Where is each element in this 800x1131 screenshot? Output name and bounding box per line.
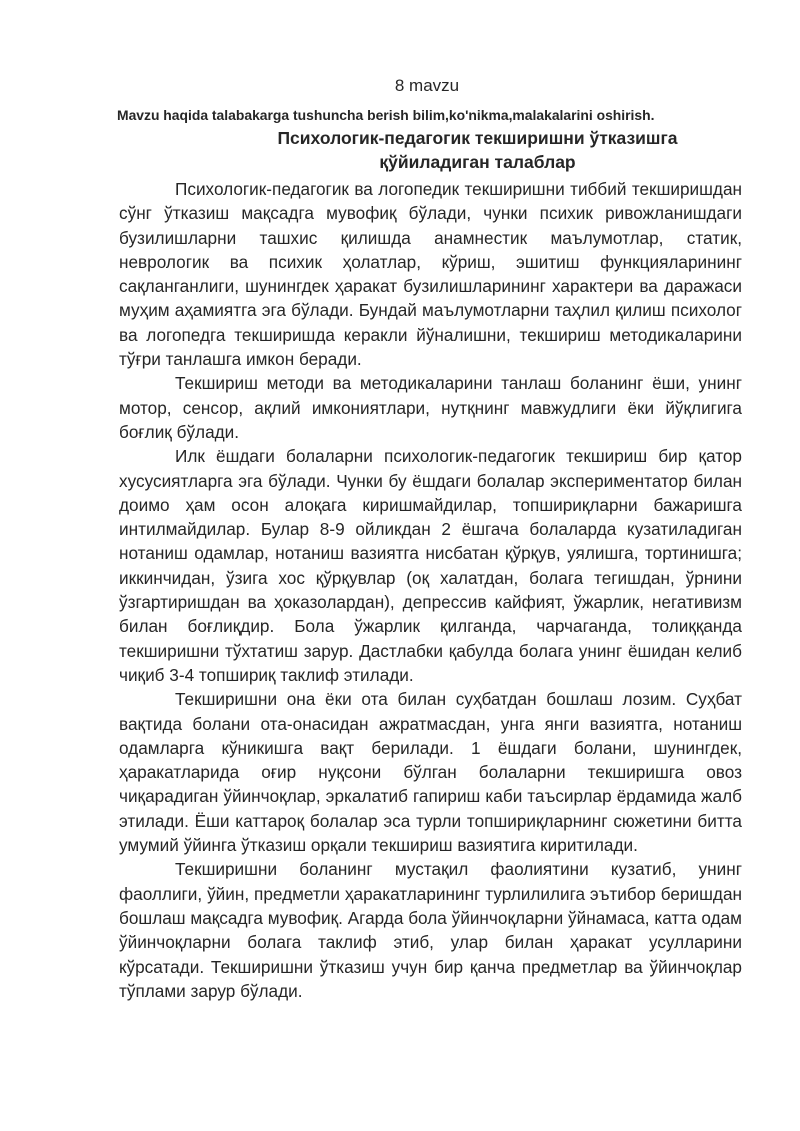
paragraph: Текширишни она ёки ота билан суҳбатдан бошлаш лозим. Суҳбат вақтида болани ота-онасидан ажратмасдан, унга янги вазиятга, нотаниш одамларга кўникишга вақт берилади. 1 ёшдаги болани, шунингдек, ҳаракатларида оғир нуқсони бўлган болаларни текширишга овоз чиқарадиган ўйинчоқлар, эркалатиб гапириш каби таъсирлар ёрдамида жалб этилади. Ёши каттароқ болалар эса турли топшириқларнинг сюжетини битта умумий ўйинга ўтказиш орқали текшириш вазиятига киритилади.	[119, 689, 742, 856]
paragraph: Илк ёшдаги болаларни психологик-педагогик текшириш бир қатор хусусиятларга эга бўлади. Чунки бу ёшдаги болалар экспериментатор билан доимо ҳам осон алоқага киришмайдилар, топшириқларни бажаришга интилмайдилар. Булар 8-9 ойликдан 2 ёшгача болаларда кузатиладиган нотаниш одамлар, нотаниш вазиятга нисбатан қўрқув, уялишга, тортинишга; иккинчидан, ўзига хос қўрқувлар (оқ халатдан, болага тегишдан, ўрнини ўзгартиришдан ва ҳоказолардан), депрессив кайфият, ўжарлик, негативизм билан боғлиқдир. Бола ўжарлик қилганда, чарчаганда, толиққанда текширишни тўхтатиш зарур. Дастлабки қабулда болага унинг ёшидан келиб чиқиб 3-4 топшириқ таклиф этилади.	[119, 446, 742, 685]
topic-subtitle: Mavzu haqida talabakarga tushuncha berish bilim,ko'nikma,malakalarini oshirish.	[117, 107, 655, 123]
section-heading-line-1: Психологик-педагогик текширишни ўтказишга	[277, 128, 678, 148]
paragraph: Психологик-педагогик ва логопедик текширишни тиббий текширишдан сўнг ўтказиш мақсадга мувофиқ бўлади, чунки психик ривожланишдаги бузилишларни ташхис қилишда анамнестик маълумотлар, статик, неврологик ва психик ҳолатлар, кўриш, эшитиш функцияларининг сақланганлиги, шунингдек ҳаракат бузилишларининг характери ва даражаси муҳим аҳамиятга эга бўлади. Бундай маълумотларни таҳлил қилиш психолог ва логопедга текширишда керакли йўналишни, текшириш методикаларини тўғри танлашга имкон беради.	[119, 179, 742, 370]
section-heading-line-2: қўйиладиган талаблар	[379, 152, 576, 172]
topic-number: 8 mavzu	[394, 76, 460, 95]
section-heading	[0, 126, 800, 174]
body-text	[119, 177, 742, 1003]
paragraph: Текшириш методи ва методикаларини танлаш боланинг ёши, унинг мотор, сенсор, ақлий имкониятлари, нутқнинг мавжудлиги ёки йўқлигига боғлиқ бўлади.	[119, 373, 742, 442]
paragraph: Текширишни боланинг мустақил фаолиятини кузатиб, унинг фаоллиги, ўйин, предметли ҳаракатларининг турлилилига эътибор беришдан бошлаш мақсадга мувофиқ. Агарда бола ўйинчоқларни ўйнамаса, катта одам ўйинчоқларни болага таклиф этиб, улар билан ҳаракат усулларини кўрсатади. Текширишни ўтказиш учун бир қанча предметлар ва ўйинчоқлар тўплами зарур бўлади.	[119, 859, 742, 1001]
